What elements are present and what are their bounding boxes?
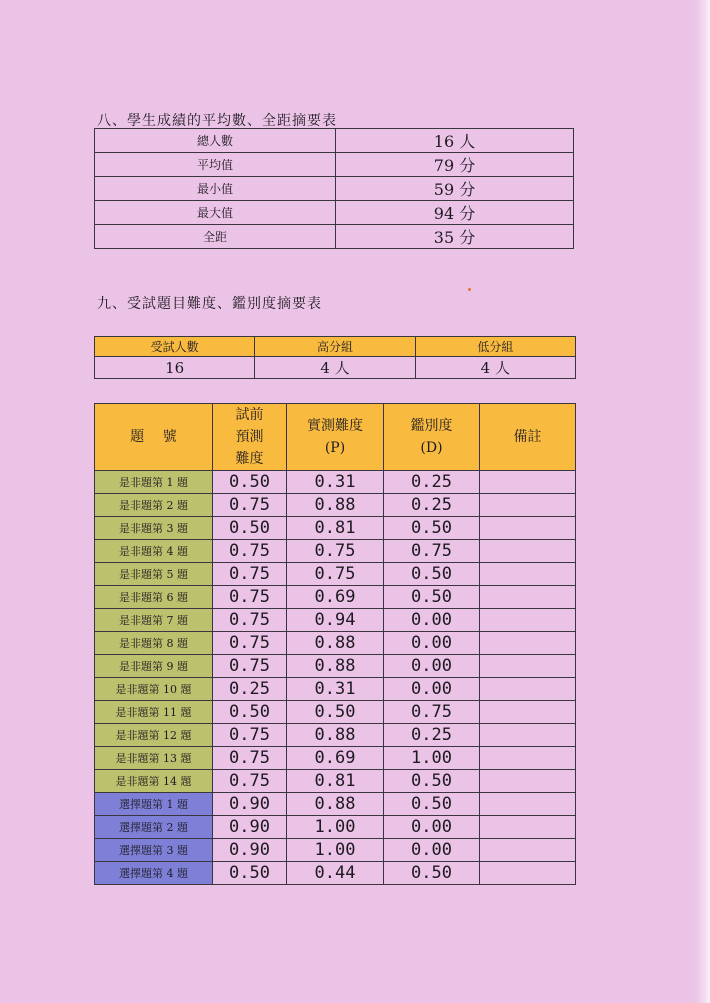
item-note <box>480 747 576 770</box>
item-d: 0.25 <box>384 724 480 747</box>
item-p: 0.81 <box>287 770 384 793</box>
item-p: 0.50 <box>287 701 384 724</box>
item-note <box>480 816 576 839</box>
item-p: 0.94 <box>287 609 384 632</box>
item-name: 是非題第 14 題 <box>95 770 213 793</box>
summary-label: 總人數 <box>95 129 336 153</box>
item-row <box>95 770 576 793</box>
item-name: 選擇題第 1 題 <box>95 793 213 816</box>
item-name: 是非題第 12 題 <box>95 724 213 747</box>
item-name: 是非題第 2 題 <box>95 494 213 517</box>
item-row <box>95 862 576 885</box>
item-row <box>95 793 576 816</box>
item-pre-difficulty: 0.25 <box>213 678 287 701</box>
group-header-total: 受試人數 <box>95 337 255 357</box>
item-name: 選擇題第 3 題 <box>95 839 213 862</box>
header-d <box>384 404 480 471</box>
item-row <box>95 609 576 632</box>
item-note <box>480 609 576 632</box>
item-pre-difficulty: 0.50 <box>213 701 287 724</box>
item-pre-difficulty: 0.75 <box>213 747 287 770</box>
item-d: 0.50 <box>384 793 480 816</box>
header-note: 備註 <box>480 404 576 471</box>
group-value-row <box>95 357 576 379</box>
item-name: 選擇題第 2 題 <box>95 816 213 839</box>
item-row <box>95 471 576 494</box>
item-p: 0.81 <box>287 517 384 540</box>
item-pre-difficulty: 0.75 <box>213 586 287 609</box>
item-d: 0.00 <box>384 655 480 678</box>
item-name: 是非題第 5 題 <box>95 563 213 586</box>
item-row <box>95 655 576 678</box>
item-d: 0.50 <box>384 586 480 609</box>
summary-label: 平均值 <box>95 153 336 177</box>
header-pre-line3: 難度 <box>235 451 264 467</box>
item-pre-difficulty: 0.75 <box>213 540 287 563</box>
item-d: 0.75 <box>384 701 480 724</box>
summary-row <box>95 177 574 201</box>
item-p: 0.31 <box>287 678 384 701</box>
group-header-high: 高分組 <box>255 337 415 357</box>
header-pre-line1: 試前 <box>235 407 264 423</box>
header-pre-line2: 預測 <box>235 429 264 445</box>
item-name: 是非題第 11 題 <box>95 701 213 724</box>
item-name: 選擇題第 4 題 <box>95 862 213 885</box>
item-d: 0.00 <box>384 816 480 839</box>
item-pre-difficulty: 0.50 <box>213 517 287 540</box>
item-d: 0.25 <box>384 471 480 494</box>
item-d: 0.00 <box>384 609 480 632</box>
summary-row <box>95 225 574 249</box>
item-d: 0.25 <box>384 494 480 517</box>
header-d-line1: 鑑別度 <box>410 418 453 434</box>
summary-value: 79 分 <box>336 153 574 177</box>
item-pre-difficulty: 0.90 <box>213 793 287 816</box>
section8-title: 八、學生成績的平均數、全距摘要表 <box>97 113 337 129</box>
item-note <box>480 517 576 540</box>
item-name: 是非題第 1 題 <box>95 471 213 494</box>
summary-label: 最大值 <box>95 201 336 225</box>
score-summary-table <box>94 128 574 249</box>
group-value-total: 16 <box>95 357 255 379</box>
item-d: 0.00 <box>384 632 480 655</box>
paper-edge <box>688 0 710 1003</box>
item-p: 0.69 <box>287 747 384 770</box>
item-row <box>95 494 576 517</box>
item-note <box>480 655 576 678</box>
item-note <box>480 563 576 586</box>
item-name: 是非題第 7 題 <box>95 609 213 632</box>
group-summary-table <box>94 336 576 379</box>
item-p: 0.88 <box>287 724 384 747</box>
item-d: 0.50 <box>384 862 480 885</box>
item-row <box>95 632 576 655</box>
item-note <box>480 839 576 862</box>
group-value-low: 4 人 <box>415 357 575 379</box>
summary-value: 35 分 <box>336 225 574 249</box>
item-d: 0.50 <box>384 517 480 540</box>
item-row <box>95 540 576 563</box>
item-p: 1.00 <box>287 839 384 862</box>
item-note <box>480 540 576 563</box>
item-row <box>95 563 576 586</box>
group-value-high: 4 人 <box>255 357 415 379</box>
item-row <box>95 724 576 747</box>
item-pre-difficulty: 0.90 <box>213 839 287 862</box>
header-d-line2: (D) <box>420 440 443 456</box>
summary-row <box>95 129 574 153</box>
group-header-low: 低分組 <box>415 337 575 357</box>
group-header-row <box>95 337 576 357</box>
summary-value: 16 人 <box>336 129 574 153</box>
ink-dot <box>468 288 471 291</box>
item-name: 是非題第 4 題 <box>95 540 213 563</box>
item-p: 0.44 <box>287 862 384 885</box>
item-row <box>95 816 576 839</box>
item-pre-difficulty: 0.50 <box>213 471 287 494</box>
summary-value: 94 分 <box>336 201 574 225</box>
item-name: 是非題第 13 題 <box>95 747 213 770</box>
item-row <box>95 839 576 862</box>
item-row <box>95 586 576 609</box>
item-note <box>480 793 576 816</box>
item-row <box>95 517 576 540</box>
item-p: 0.88 <box>287 655 384 678</box>
item-note <box>480 724 576 747</box>
item-note <box>480 632 576 655</box>
summary-label: 最小值 <box>95 177 336 201</box>
item-d: 0.50 <box>384 563 480 586</box>
item-pre-difficulty: 0.75 <box>213 609 287 632</box>
item-row <box>95 701 576 724</box>
item-d: 0.00 <box>384 678 480 701</box>
item-pre-difficulty: 0.75 <box>213 770 287 793</box>
header-p <box>287 404 384 471</box>
item-note <box>480 471 576 494</box>
summary-row <box>95 201 574 225</box>
header-pre-difficulty <box>213 404 287 471</box>
item-note <box>480 862 576 885</box>
summary-value: 59 分 <box>336 177 574 201</box>
item-note <box>480 770 576 793</box>
item-p: 0.69 <box>287 586 384 609</box>
item-p: 0.88 <box>287 793 384 816</box>
item-name: 是非題第 6 題 <box>95 586 213 609</box>
item-note <box>480 701 576 724</box>
item-p: 0.75 <box>287 563 384 586</box>
item-p: 1.00 <box>287 816 384 839</box>
item-pre-difficulty: 0.75 <box>213 563 287 586</box>
item-d: 1.00 <box>384 747 480 770</box>
item-name: 是非題第 10 題 <box>95 678 213 701</box>
item-row <box>95 678 576 701</box>
header-p-line1: 實測難度 <box>307 418 363 434</box>
item-pre-difficulty: 0.50 <box>213 862 287 885</box>
item-pre-difficulty: 0.90 <box>213 816 287 839</box>
item-p: 0.31 <box>287 471 384 494</box>
item-note <box>480 494 576 517</box>
summary-row <box>95 153 574 177</box>
item-note <box>480 586 576 609</box>
item-pre-difficulty: 0.75 <box>213 724 287 747</box>
item-d: 0.50 <box>384 770 480 793</box>
item-p: 0.88 <box>287 632 384 655</box>
item-pre-difficulty: 0.75 <box>213 632 287 655</box>
item-row <box>95 747 576 770</box>
item-d: 0.75 <box>384 540 480 563</box>
summary-label: 全距 <box>95 225 336 249</box>
item-name: 是非題第 3 題 <box>95 517 213 540</box>
item-header-row <box>95 404 576 471</box>
section9-title: 九、受試題目難度、鑑別度摘要表 <box>97 296 322 312</box>
item-d: 0.00 <box>384 839 480 862</box>
item-name: 是非題第 9 題 <box>95 655 213 678</box>
header-item: 題 號 <box>95 404 213 471</box>
item-p: 0.88 <box>287 494 384 517</box>
item-pre-difficulty: 0.75 <box>213 655 287 678</box>
item-analysis-table <box>94 403 576 885</box>
item-p: 0.75 <box>287 540 384 563</box>
item-note <box>480 678 576 701</box>
item-name: 是非題第 8 題 <box>95 632 213 655</box>
header-p-line2: (P) <box>324 440 346 456</box>
item-pre-difficulty: 0.75 <box>213 494 287 517</box>
